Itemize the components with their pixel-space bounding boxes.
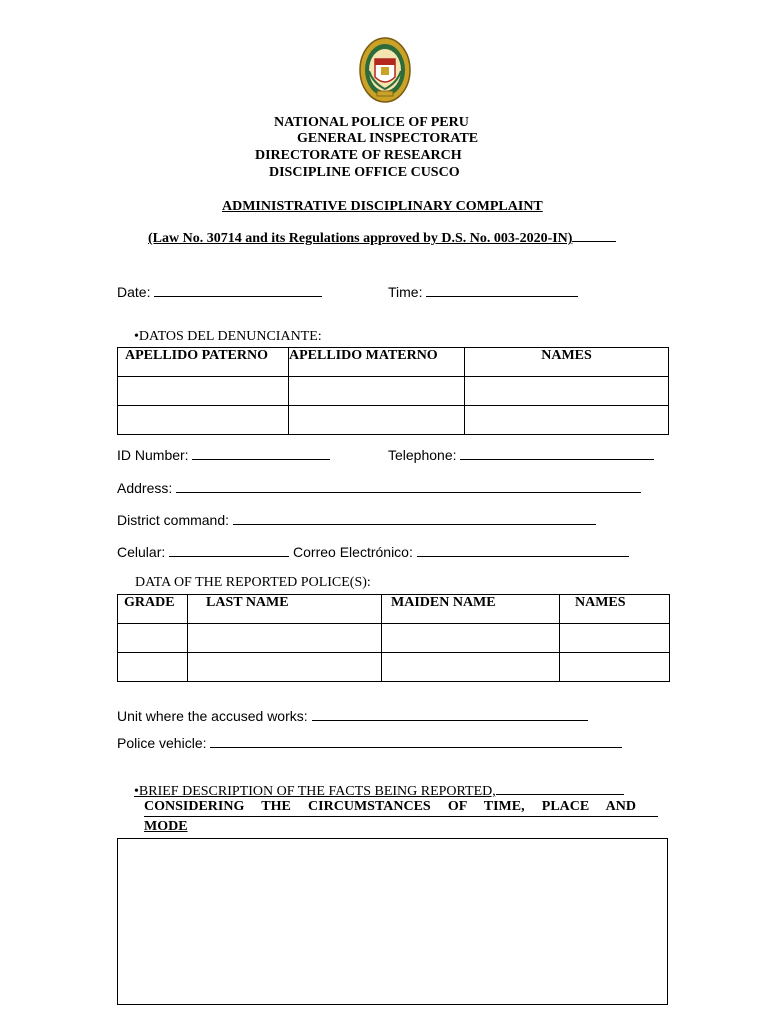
complainant-table — [117, 347, 669, 435]
time-label: Time: — [388, 284, 423, 300]
table-row — [118, 653, 670, 682]
complainant-col-names: NAMES — [465, 348, 669, 377]
complainant-col-paterno: APELLIDO PATERNO — [118, 348, 289, 377]
table-row — [118, 624, 670, 653]
description-text-box[interactable] — [117, 838, 668, 1005]
celular-field[interactable] — [117, 542, 629, 560]
description-line-2: CONSIDERING THE CIRCUMSTANCES OF TIME, PLACE AND — [144, 799, 636, 814]
reported-col-maiden-name: MAIDEN NAME — [382, 595, 560, 624]
table-cell[interactable] — [289, 406, 465, 435]
table-cell[interactable] — [188, 624, 382, 653]
table-cell[interactable] — [465, 406, 669, 435]
complainant-col-materno: APELLIDO MATERNO — [289, 348, 465, 377]
description-underline-1 — [496, 780, 624, 795]
id-input-line[interactable] — [192, 445, 330, 460]
reported-col-last-name: LAST NAME — [188, 595, 382, 624]
reported-heading: DATA OF THE REPORTED POLICE(S): — [135, 575, 371, 590]
celular-input-line[interactable] — [169, 542, 289, 557]
table-cell[interactable] — [118, 624, 188, 653]
description-heading-line-2 — [144, 799, 658, 817]
table-cell[interactable] — [560, 653, 670, 682]
date-field[interactable] — [117, 282, 322, 300]
complainant-heading: •DATOS DEL DENUNCIANTE: — [134, 329, 322, 344]
district-field[interactable] — [117, 510, 596, 528]
vehicle-field[interactable] — [117, 733, 622, 751]
date-input-line[interactable] — [154, 282, 322, 297]
telephone-label: Telephone: — [388, 447, 457, 463]
table-cell[interactable] — [382, 624, 560, 653]
table-cell[interactable] — [560, 624, 670, 653]
header-line-2: GENERAL INSPECTORATE — [297, 131, 479, 146]
unit-input-line[interactable] — [312, 706, 588, 721]
document-title: ADMINISTRATIVE DISCIPLINARY COMPLAINT — [222, 199, 543, 214]
district-label: District command: — [117, 512, 230, 528]
description-line-3: MODE — [144, 819, 188, 834]
address-input-line[interactable] — [176, 478, 641, 493]
reported-col-names: NAMES — [560, 595, 670, 624]
table-cell[interactable] — [118, 377, 289, 406]
correo-label: Correo Electrónico: — [293, 544, 413, 560]
header-line-4: DISCIPLINE OFFICE CUSCO — [269, 165, 460, 180]
header-line-1: NATIONAL POLICE OF PERU — [274, 115, 469, 130]
description-heading-line-1 — [134, 780, 624, 800]
description-line-1: •BRIEF DESCRIPTION OF THE FACTS BEING REPORTED, — [134, 784, 496, 799]
law-note — [148, 227, 616, 247]
vehicle-input-line[interactable] — [210, 733, 622, 748]
reported-col-grade: GRADE — [118, 595, 188, 624]
celular-label: Celular: — [117, 544, 166, 560]
table-row — [118, 377, 669, 406]
law-note-underline — [572, 227, 616, 242]
reported-table — [117, 594, 670, 682]
telephone-field[interactable] — [388, 445, 654, 463]
table-cell[interactable] — [382, 653, 560, 682]
unit-label: Unit where the accused works: — [117, 708, 308, 724]
law-note-text: (Law No. 30714 and its Regulations approved by D.S. No. 003-2020-IN) — [148, 231, 573, 246]
time-input-line[interactable] — [426, 282, 578, 297]
table-cell[interactable] — [118, 406, 289, 435]
telephone-input-line[interactable] — [460, 445, 654, 460]
time-field[interactable] — [388, 282, 578, 300]
table-row — [118, 406, 669, 435]
unit-field[interactable] — [117, 706, 588, 724]
id-label: ID Number: — [117, 447, 189, 463]
correo-input-line[interactable] — [417, 542, 629, 557]
id-field[interactable] — [117, 445, 330, 463]
district-input-line[interactable] — [233, 510, 596, 525]
table-cell[interactable] — [188, 653, 382, 682]
table-cell[interactable] — [289, 377, 465, 406]
table-cell[interactable] — [118, 653, 188, 682]
police-emblem-icon — [359, 37, 411, 103]
vehicle-label: Police vehicle: — [117, 735, 207, 751]
header-line-3: DIRECTORATE OF RESEARCH — [255, 148, 462, 163]
date-label: Date: — [117, 284, 151, 300]
address-label: Address: — [117, 480, 173, 496]
address-field[interactable] — [117, 478, 641, 496]
table-cell[interactable] — [465, 377, 669, 406]
